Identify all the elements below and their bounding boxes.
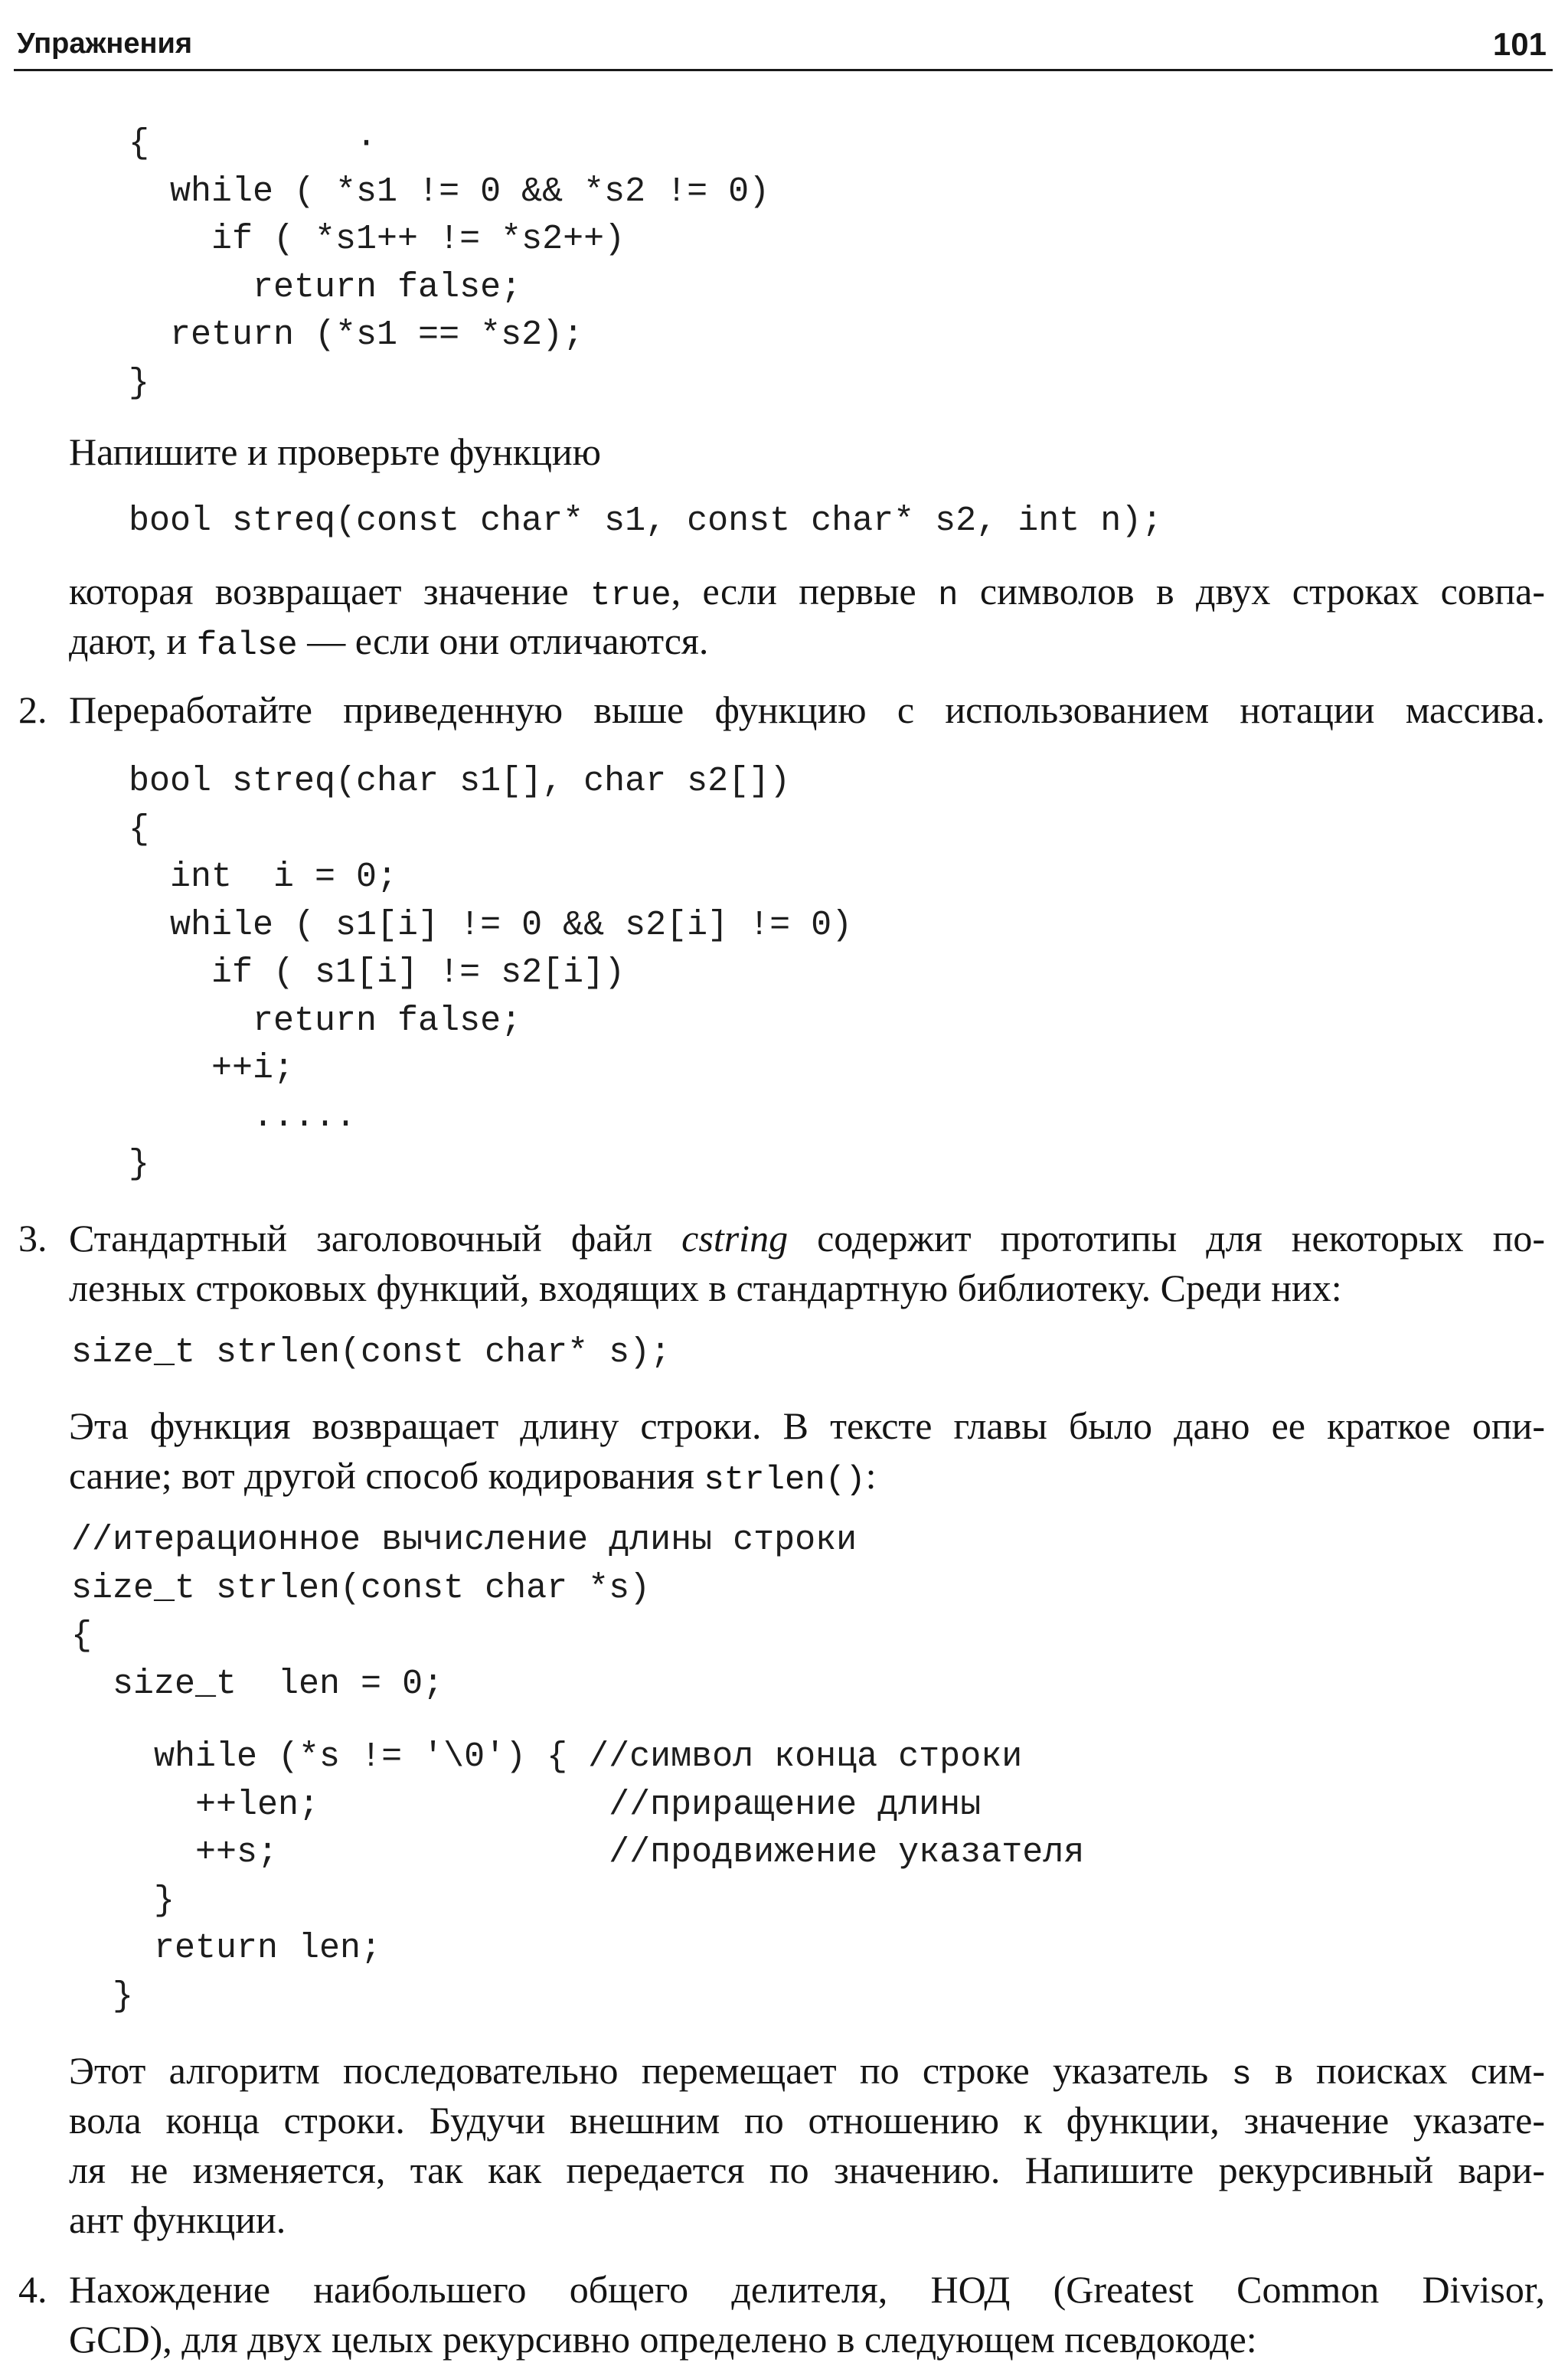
code-line: .....: [129, 1096, 357, 1136]
running-header: [14, 23, 1553, 71]
code-line: size_t len = 0;: [71, 1664, 444, 1704]
code-line: return false;: [129, 1001, 522, 1041]
code-line: }: [129, 363, 150, 403]
text-line: Нахождение наибольшего общего делителя, НОД (Greatest Common Divisor,: [69, 2268, 1545, 2311]
code-line: int i = 0;: [129, 858, 398, 897]
text-run: , если первые: [671, 570, 939, 613]
text-run: которая возвращает значение: [69, 570, 591, 613]
text-run: содержит прототипы для некоторых по-: [788, 1217, 1545, 1260]
text-line: GCD), для двух целых рекурсивно определено в следующем псевдокоде:: [69, 2318, 1257, 2361]
inline-code: n: [938, 577, 959, 615]
code-line: {: [71, 1616, 93, 1655]
text-run: :: [865, 1454, 877, 1497]
text-line: лезных строковых функций, входящих в стандартную библиотеку. Среди них:: [69, 1266, 1342, 1309]
code-line: { ·: [129, 124, 377, 163]
text-line: Эта функция возвращает длину строки. В тексте главы было дано ее краткое опи-: [69, 1404, 1545, 1447]
code-line: [71, 1708, 1084, 1734]
code-line: return false;: [129, 267, 522, 307]
text-line: [69, 616, 1545, 666]
text-run: дают, и: [69, 619, 197, 662]
code-line: if ( s1[i] != s2[i]): [129, 953, 626, 992]
text-run: в поисках сим-: [1251, 2049, 1545, 2092]
inline-code: false: [196, 626, 298, 665]
code-line: //итерационное вычисление длины строки: [71, 1521, 858, 1560]
text-line: ля не изменяется, так как передается по значению. Напишите рекурсивный вари-: [69, 2149, 1545, 2191]
code-block-strlen-iterative: [71, 1517, 1084, 2021]
code-line: ++len; //приращение длины: [71, 1785, 982, 1825]
code-line: {: [129, 809, 150, 849]
code-line: bool streq(const char* s1, const char* s2, int n);: [129, 502, 1163, 541]
inline-code: true: [590, 577, 671, 615]
text-line: [69, 1451, 1545, 1501]
code-line: size_t strlen(const char* s);: [71, 1333, 671, 1372]
paragraph-streq-description: [69, 567, 1545, 666]
code-block-streq-pointer: [129, 120, 769, 407]
code-line: }: [129, 1145, 150, 1184]
text-line: Напишите и проверьте функцию: [69, 430, 601, 473]
code-line: while ( s1[i] != 0 && s2[i] != 0): [129, 905, 853, 945]
text-run: — если они отличаются.: [297, 619, 709, 662]
paragraph-strlen-description: [69, 1401, 1545, 1501]
code-signature-streq-n: [129, 498, 1162, 546]
code-line: return (*s1 == *s2);: [129, 315, 584, 355]
paragraph-strlen-recursive-task: [69, 2046, 1545, 2245]
exercise-3-text: [69, 1214, 1545, 1313]
exercise-4-text: [69, 2265, 1545, 2364]
text-run: Этот алгоритм последовательно перемещает по строке указатель: [69, 2049, 1232, 2092]
code-line: while (*s != '\0') { //символ конца строки: [71, 1737, 1023, 1776]
text-line: ант функции.: [69, 2198, 286, 2241]
code-line: if ( *s1++ != *s2++): [129, 220, 626, 259]
code-line: }: [71, 1976, 134, 2016]
text-line: [69, 567, 1545, 616]
code-line: size_t strlen(const char *s): [71, 1568, 651, 1608]
code-line: return len;: [71, 1929, 382, 1968]
page-number: 101: [1492, 26, 1547, 62]
text-line: вола конца строки. Будучи внешним по отношению к функции, значение указате-: [69, 2099, 1545, 2142]
inline-code: s: [1231, 2056, 1252, 2094]
text-run: сание; вот другой способ кодирования: [69, 1454, 704, 1497]
code-signature-strlen: [71, 1329, 671, 1377]
exercise-number-3: 3.: [18, 1217, 47, 1260]
code-line: while ( *s1 != 0 && *s2 != 0): [129, 172, 770, 211]
italic-filename: cstring: [681, 1217, 789, 1260]
inline-code: strlen(): [704, 1461, 866, 1499]
exercise-number-4: 4.: [18, 2268, 47, 2311]
code-line: }: [71, 1881, 175, 1920]
text-run: Стандартный заголовочный файл: [69, 1217, 682, 1260]
text-line: [69, 2046, 1545, 2096]
code-block-streq-array: [129, 758, 852, 1189]
text-run: символов в двух строках совпа-: [958, 570, 1546, 613]
text-line: Переработайте приведенную выше функцию с использованием нотации массива.: [69, 688, 1545, 731]
exercise-number-2: 2.: [18, 688, 47, 731]
paragraph-write-function: [69, 427, 601, 477]
code-line: ++i;: [129, 1049, 295, 1088]
code-line: ++s; //продвижение указателя: [71, 1833, 1085, 1872]
code-line: bool streq(char s1[], char s2[]): [129, 762, 791, 801]
text-line: [69, 1214, 1545, 1263]
exercise-2-text: [69, 685, 1545, 735]
section-title: Упражнения: [17, 28, 193, 60]
